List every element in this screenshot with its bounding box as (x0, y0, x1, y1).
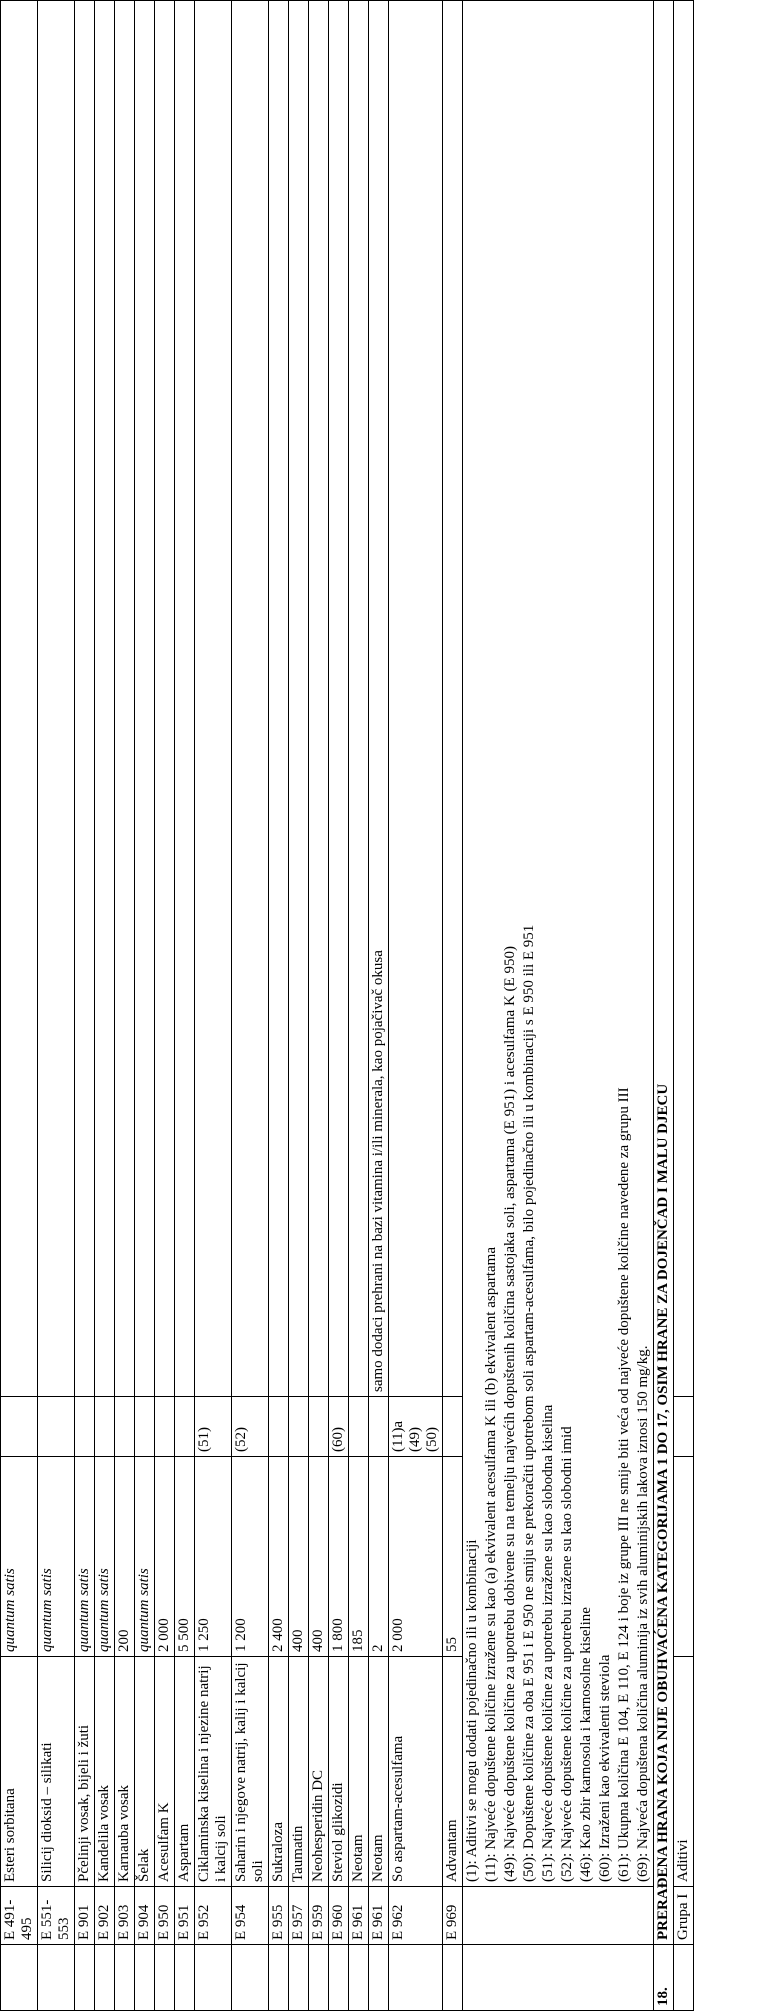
empty-cell (135, 1945, 155, 2011)
table-row (195, 1, 232, 2011)
restriction-cell (389, 1, 443, 1397)
footnote-cell (369, 1397, 389, 1457)
additive-name-cell: Ciklaminska kiselina i njezine natrij i kalcij soli (195, 1657, 232, 1887)
max-level-cell: quantum satis (135, 1457, 155, 1657)
footnote-cell (155, 1397, 175, 1457)
footnote-text: (1): Aditivi se mogu dodati pojedinačno ili u kombinaciji (463, 1, 483, 1887)
restriction-cell (329, 1, 349, 1397)
additive-name-cell: So aspartam-acesulfama (389, 1657, 443, 1887)
table-row (155, 1, 175, 2011)
empty-cell (1, 1945, 38, 2011)
max-level-cell: 400 (309, 1457, 329, 1657)
group-cell: Grupa I (674, 1887, 694, 1945)
table-row (175, 1, 195, 2011)
footnote-cell (38, 1397, 75, 1457)
e-number-cell: E 961 (349, 1887, 369, 1945)
empty-cell (269, 1945, 289, 2011)
additive-name-cell: Pčelinji vosak, bijeli i žuti (75, 1657, 95, 1887)
footnote-cell (175, 1397, 195, 1457)
restriction-cell (95, 1, 115, 1397)
e-number-cell: E 952 (195, 1887, 232, 1945)
empty-cell (389, 1945, 443, 2011)
empty-cell (501, 1887, 520, 1945)
e-number-cell: E 961 (369, 1887, 389, 1945)
additive-name-cell: Kandelila vosak (95, 1657, 115, 1887)
footnote-cell: (11)a (49) (50) (389, 1397, 443, 1457)
empty-cell (175, 1945, 195, 2011)
table-row (1, 1, 38, 2011)
max-level-cell: 400 (289, 1457, 309, 1657)
restriction-cell: samo dodaci prehrani na bazi vitamina i/ili minerala, kao pojačivač okusa (369, 1, 389, 1397)
max-level-cell: 1 800 (329, 1457, 349, 1657)
restriction-cell (309, 1, 329, 1397)
footnote-row (577, 1, 596, 2011)
footnote-row (539, 1, 558, 2011)
additive-name-cell: Steviol glikozidi (329, 1657, 349, 1887)
empty-cell (463, 1945, 483, 2011)
section-number: 18. (654, 1945, 674, 2011)
table-row (115, 1, 135, 2011)
section-title: PRERAĐENA HRANA KOJA NIJE OBUHVAĆENA KATEGORIJAMA 1 DO 17, OSIM HRANE ZA DOJENČAD I MALU DJECU (654, 1, 674, 1945)
restriction-cell (175, 1, 195, 1397)
empty-cell (329, 1945, 349, 2011)
table-row (369, 1, 389, 2011)
footnote-cell (309, 1397, 329, 1457)
additive-name-cell: Aditivi (674, 1657, 694, 1887)
empty-cell (634, 1887, 654, 1945)
empty-cell (615, 1887, 634, 1945)
footnote-row (501, 1, 520, 2011)
additive-name-cell: Taumatin (289, 1657, 309, 1887)
max-level-cell: 1 200 (232, 1457, 269, 1657)
footnote-text: (50): Dopuštene količine za oba E 951 i E 950 ne smiju se prekoračiti upotrebom soli aspartam-acesulfama, bilo pojedinačno ili u kombinaciji s E 950 ili E 951 (520, 1, 539, 1887)
empty-cell (558, 1945, 577, 2011)
footnote-row (615, 1, 634, 2011)
empty-cell (596, 1945, 615, 2011)
footnote-row (596, 1, 615, 2011)
footnote-cell (115, 1397, 135, 1457)
max-level-cell: 2 (369, 1457, 389, 1657)
table-row (289, 1, 309, 2011)
table-row (309, 1, 329, 2011)
footnote-row (482, 1, 501, 2011)
empty-cell (634, 1945, 654, 2011)
empty-cell (309, 1945, 329, 2011)
e-number-cell: E 957 (289, 1887, 309, 1945)
footnote-cell (75, 1397, 95, 1457)
empty-cell (539, 1945, 558, 2011)
e-number-cell: E 954 (232, 1887, 269, 1945)
e-number-cell: E 951 (175, 1887, 195, 1945)
e-number-cell: E 551-553 (38, 1887, 75, 1945)
max-level-cell: 2 400 (269, 1457, 289, 1657)
empty-cell (539, 1887, 558, 1945)
additive-name-cell: Neotam (369, 1657, 389, 1887)
footnote-text: (49): Najveće dopuštene količine za upotrebu dobivene su na temelju najvećih dopuštenih količina sastojaka soli, aspartama (E 951) i acesulfama K (E 950) (501, 1, 520, 1887)
footnote-row (520, 1, 539, 2011)
empty-cell (369, 1945, 389, 2011)
restriction-cell (674, 1, 694, 1397)
footnote-text: (60): Izraženi kao ekvivalenti steviola (596, 1, 615, 1887)
footnote-cell (349, 1397, 369, 1457)
table-row (329, 1, 349, 2011)
empty-cell (155, 1945, 175, 2011)
empty-cell (463, 1887, 483, 1945)
max-level-cell: quantum satis (75, 1457, 95, 1657)
max-level-cell: quantum satis (38, 1457, 75, 1657)
e-number-cell: E 904 (135, 1887, 155, 1945)
footnote-cell (95, 1397, 115, 1457)
footnote-cell: (60) (329, 1397, 349, 1457)
empty-cell (674, 1945, 694, 2011)
e-number-cell: E 491-495 (1, 1887, 38, 1945)
e-number-cell: E 950 (155, 1887, 175, 1945)
table-row (349, 1, 369, 2011)
additive-name-cell: Šelak (135, 1657, 155, 1887)
empty-cell (349, 1945, 369, 2011)
restriction-cell (75, 1, 95, 1397)
footnote-cell (269, 1397, 289, 1457)
footnote-text: (46): Kao zbir karnosola i karnosolne kiseline (577, 1, 596, 1887)
e-number-cell: E 969 (443, 1887, 463, 1945)
empty-cell (482, 1887, 501, 1945)
restriction-cell (38, 1, 75, 1397)
e-number-cell: E 902 (95, 1887, 115, 1945)
footnote-cell (135, 1397, 155, 1457)
e-number-cell: E 959 (309, 1887, 329, 1945)
empty-cell (577, 1945, 596, 2011)
restriction-cell (195, 1, 232, 1397)
additive-name-cell: Aspartam (175, 1657, 195, 1887)
max-level-cell: 200 (115, 1457, 135, 1657)
table-row (269, 1, 289, 2011)
footnote-row (634, 1, 654, 2011)
max-level-cell: quantum satis (1, 1457, 38, 1657)
restriction-cell (1, 1, 38, 1397)
footnote-text: (52): Najveće dopuštene količine za upotrebu izražene su kao slobodni imid (558, 1, 577, 1887)
restriction-cell (349, 1, 369, 1397)
additive-name-cell: Neohesperidin DC (309, 1657, 329, 1887)
max-level-cell: 185 (349, 1457, 369, 1657)
footnote-row (463, 1, 483, 2011)
restriction-cell (269, 1, 289, 1397)
footnote-text: (69): Najveća dopuštena količina aluminija iz svih aluminijskih lakova iznosi 150 mg/kg. (634, 1, 654, 1887)
additive-name-cell: Saharin i njegove natrij, kalij i kalcij soli (232, 1657, 269, 1887)
max-level-cell: 1 250 (195, 1457, 232, 1657)
table-row (95, 1, 115, 2011)
e-number-cell: E 962 (389, 1887, 443, 1945)
footnote-cell (1, 1397, 38, 1457)
additive-name-cell: Esteri sorbitana (1, 1657, 38, 1887)
empty-cell (443, 1945, 463, 2011)
max-level-cell: 2 000 (389, 1457, 443, 1657)
restriction-cell (443, 1, 463, 1397)
additive-name-cell: Karnauba vosak (115, 1657, 135, 1887)
table-row (674, 1, 694, 2011)
empty-cell (115, 1945, 135, 2011)
empty-cell (558, 1887, 577, 1945)
empty-cell (520, 1945, 539, 2011)
max-level-cell: quantum satis (95, 1457, 115, 1657)
empty-cell (232, 1945, 269, 2011)
additive-name-cell: Acesulfam K (155, 1657, 175, 1887)
footnote-text: (11): Najveće dopuštene količine izražene su kao (a) ekvivalent acesulfama K ili (b) ekvivalent aspartama (482, 1, 501, 1887)
empty-cell (501, 1945, 520, 2011)
e-number-cell: E 903 (115, 1887, 135, 1945)
e-number-cell: E 901 (75, 1887, 95, 1945)
empty-cell (596, 1887, 615, 1945)
table-row (135, 1, 155, 2011)
footnote-row (558, 1, 577, 2011)
empty-cell (75, 1945, 95, 2011)
max-level-cell: 5 500 (175, 1457, 195, 1657)
additive-name-cell: Silicij dioksid – silikati (38, 1657, 75, 1887)
restriction-cell (155, 1, 175, 1397)
section-header-row (654, 1, 674, 2011)
table-row (389, 1, 443, 2011)
table-row (443, 1, 463, 2011)
restriction-cell (135, 1, 155, 1397)
restriction-cell (115, 1, 135, 1397)
empty-cell (195, 1945, 232, 2011)
footnote-cell (674, 1397, 694, 1457)
empty-cell (289, 1945, 309, 2011)
e-number-cell: E 955 (269, 1887, 289, 1945)
empty-cell (482, 1945, 501, 2011)
restriction-cell (289, 1, 309, 1397)
max-level-cell: 2 000 (155, 1457, 175, 1657)
additive-name-cell: Sukraloza (269, 1657, 289, 1887)
e-number-cell: E 960 (329, 1887, 349, 1945)
table-row (38, 1, 75, 2011)
table-row (232, 1, 269, 2011)
footnote-cell: (52) (232, 1397, 269, 1457)
empty-cell (520, 1887, 539, 1945)
max-level-cell (674, 1457, 694, 1657)
table-row (75, 1, 95, 2011)
footnote-text: (61): Ukupna količina E 104, E 110, E 124 i boje iz grupe III ne smije biti veća od najveće dopuštene količine navedene za grupu III (615, 1, 634, 1887)
restriction-cell (232, 1, 269, 1397)
footnote-cell: (51) (195, 1397, 232, 1457)
table-body (1, 1, 694, 2011)
footnote-text: (51): Najveće dopuštene količine za upotrebu izražene su kao slobodna kiselina (539, 1, 558, 1887)
footnote-cell (289, 1397, 309, 1457)
additive-name-cell: Neotam (349, 1657, 369, 1887)
empty-cell (38, 1945, 75, 2011)
empty-cell (577, 1887, 596, 1945)
footnote-cell (443, 1397, 463, 1457)
additive-name-cell: Advantam (443, 1657, 463, 1887)
empty-cell (95, 1945, 115, 2011)
max-level-cell: 55 (443, 1457, 463, 1657)
empty-cell (615, 1945, 634, 2011)
